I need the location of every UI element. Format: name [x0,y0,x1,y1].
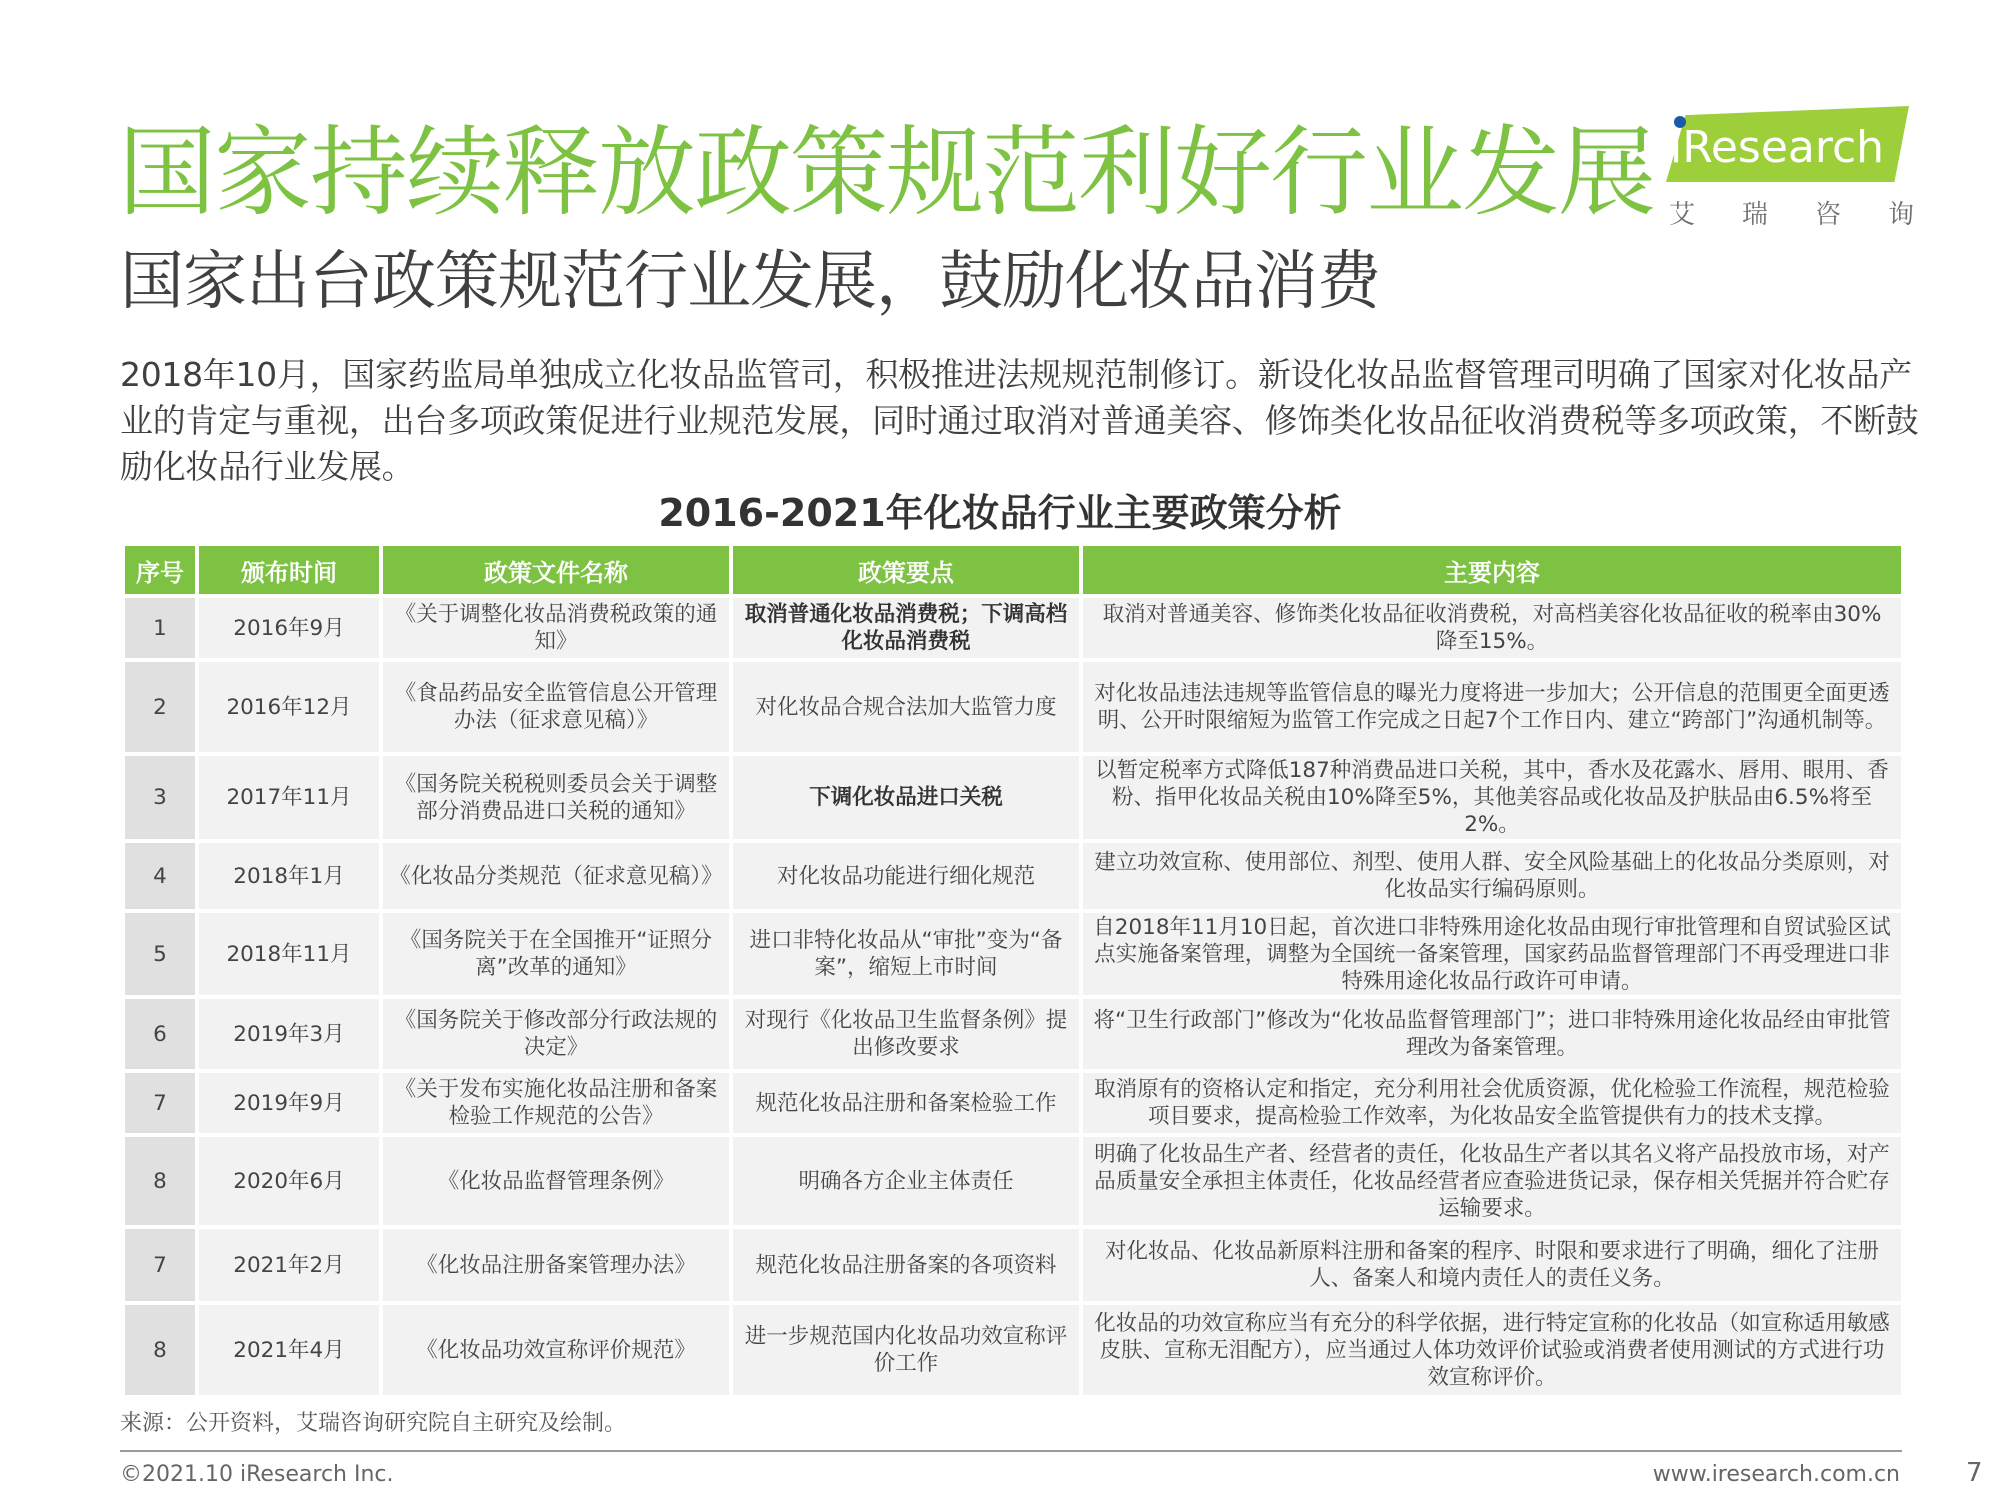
policy-table [121,542,1905,1399]
cell-main-content: 取消对普通美容、修饰类化妆品征收消费税，对高档美容化妆品征收的税率由30%降至15%。 [1083,598,1901,658]
table-title: 2016-2021年化妆品行业主要政策分析 [658,491,1342,535]
cell-date: 2020年6月 [199,1137,379,1225]
header-no: 序号 [125,546,195,594]
cell-date: 2019年3月 [199,999,379,1069]
cell-document: 《关于调整化妆品消费税政策的通知》 [383,598,729,658]
cell-no: 7 [125,1073,195,1133]
cell-main-content: 对化妆品、化妆品新原料注册和备案的程序、时限和要求进行了明确，细化了注册人、备案人和境内责任人的责任义务。 [1083,1229,1901,1301]
cell-date: 2018年1月 [199,843,379,909]
logo-cn-char: 询 [1887,200,1914,230]
cell-no: 2 [125,662,195,752]
page-title: 国家持续释放政策规范利好行业发展 [118,116,1655,230]
logo-brand-text: iResearch [1670,122,1885,173]
cell-main-content: 化妆品的功效宣称应当有充分的科学依据，进行特定宣称的化妆品（如宣称适用敏感皮肤、宣称无泪配方），应当通过人体功效评价试验或消费者使用测试的方式进行功效宣称评价。 [1083,1305,1901,1395]
cell-date: 2016年12月 [199,662,379,752]
cell-key-points: 取消普通化妆品消费税；下调高档化妆品消费税 [733,598,1079,658]
copyright: ©2021.10 iResearch Inc. [120,1462,394,1487]
logo-chinese-name [1669,194,1914,231]
intro-paragraph: 2018年10月，国家药监局单独成立化妆品监管司，积极推进法规规范制修订。新设化妆品监督管理司明确了国家对化妆品产业的肯定与重视，出台多项政策促进行业规范发展，同时通过取消对普通美容、修饰类化妆品征收消费税等多项政策，不断鼓励化妆品行业发展。 [120,355,1919,486]
cell-no: 4 [125,843,195,909]
website-link[interactable]: www.iresearch.com.cn [1652,1462,1900,1487]
footer-divider [120,1450,1902,1452]
cell-main-content: 将“卫生行政部门”修改为“化妆品监督管理部门”；进口非特殊用途化妆品经由审批管理改为备案管理。 [1083,999,1901,1069]
page-number: 7 [1966,1458,1983,1488]
cell-key-points: 对现行《化妆品卫生监督条例》提出修改要求 [733,999,1079,1069]
cell-document: 《国务院关税税则委员会关于调整部分消费品进口关税的通知》 [383,756,729,839]
cell-main-content: 取消原有的资格认定和指定，充分利用社会优质资源，优化检验工作流程，规范检验项目要求，提高检验工作效率，为化妆品安全监管提供有力的技术支撑。 [1083,1073,1901,1133]
header-key-points: 政策要点 [733,546,1079,594]
cell-date: 2021年4月 [199,1305,379,1395]
cell-no: 7 [125,1229,195,1301]
cell-date: 2021年2月 [199,1229,379,1301]
table-row [125,1073,1901,1133]
table-row [125,1305,1901,1395]
cell-date: 2019年9月 [199,1073,379,1133]
cell-key-points: 对化妆品合规合法加大监管力度 [733,662,1079,752]
cell-key-points: 下调化妆品进口关税 [733,756,1079,839]
cell-main-content: 以暂定税率方式降低187种消费品进口关税，其中，香水及花露水、唇用、眼用、香粉、指甲化妆品关税由10%降至5%，其他美容品或化妆品及护肤品由6.5%将至2%。 [1083,756,1901,839]
cell-document: 《化妆品注册备案管理办法》 [383,1229,729,1301]
table-row [125,598,1901,658]
table-row [125,1137,1901,1225]
cell-date: 2016年9月 [199,598,379,658]
cell-no: 8 [125,1305,195,1395]
cell-document: 《国务院关于在全国推开“证照分离”改革的通知》 [383,913,729,995]
table-row [125,662,1901,752]
header-document: 政策文件名称 [383,546,729,594]
cell-document: 《化妆品分类规范（征求意见稿）》 [383,843,729,909]
table-row [125,999,1901,1069]
cell-key-points: 进一步规范国内化妆品功效宣称评价工作 [733,1305,1079,1395]
cell-date: 2018年11月 [199,913,379,995]
page-subtitle: 国家出台政策规范行业发展，鼓励化妆品消费 [120,245,1380,319]
logo-cn-char: 咨 [1814,200,1841,230]
table-header-row [125,546,1901,594]
table-row [125,913,1901,995]
header-date: 颁布时间 [199,546,379,594]
cell-no: 5 [125,913,195,995]
cell-document: 《化妆品监督管理条例》 [383,1137,729,1225]
cell-main-content: 建立功效宣称、使用部位、剂型、使用人群、安全风险基础上的化妆品分类原则，对化妆品实行编码原则。 [1083,843,1901,909]
cell-document: 《关于发布实施化妆品注册和备案检验工作规范的公告》 [383,1073,729,1133]
cell-key-points: 进口非特化妆品从“审批”变为“备案”，缩短上市时间 [733,913,1079,995]
cell-key-points: 对化妆品功能进行细化规范 [733,843,1079,909]
logo-cn-char: 瑞 [1741,200,1768,230]
cell-no: 8 [125,1137,195,1225]
source-note: 来源：公开资料，艾瑞咨询研究院自主研究及绘制。 [120,1411,627,1436]
table-row [125,1229,1901,1301]
table-row [125,843,1901,909]
cell-main-content: 自2018年11月10日起，首次进口非特殊用途化妆品由现行审批管理和自贸试验区试点实施备案管理，调整为全国统一备案管理，国家药品监督管理部门不再受理进口非特殊用途化妆品行政许可申请。 [1083,913,1901,995]
cell-main-content: 明确了化妆品生产者、经营者的责任，化妆品生产者以其名义将产品投放市场，对产品质量安全承担主体责任，化妆品经营者应查验进货记录，保存相关凭据并符合贮存运输要求。 [1083,1137,1901,1225]
header-main-content: 主要内容 [1083,546,1901,594]
cell-no: 3 [125,756,195,839]
cell-date: 2017年11月 [199,756,379,839]
logo-cn-char: 艾 [1669,200,1696,230]
iresearch-logo [1666,106,1916,236]
cell-document: 《食品药品安全监管信息公开管理办法（征求意见稿）》 [383,662,729,752]
cell-key-points: 规范化妆品注册和备案检验工作 [733,1073,1079,1133]
cell-key-points: 明确各方企业主体责任 [733,1137,1079,1225]
cell-document: 《国务院关于修改部分行政法规的决定》 [383,999,729,1069]
cell-main-content: 对化妆品违法违规等监管信息的曝光力度将进一步加大；公开信息的范围更全面更透明、公开时限缩短为监管工作完成之日起7个工作日内、建立“跨部门”沟通机制等。 [1083,662,1901,752]
cell-no: 6 [125,999,195,1069]
table-row [125,756,1901,839]
cell-key-points: 规范化妆品注册备案的各项资料 [733,1229,1079,1301]
cell-no: 1 [125,598,195,658]
cell-document: 《化妆品功效宣称评价规范》 [383,1305,729,1395]
